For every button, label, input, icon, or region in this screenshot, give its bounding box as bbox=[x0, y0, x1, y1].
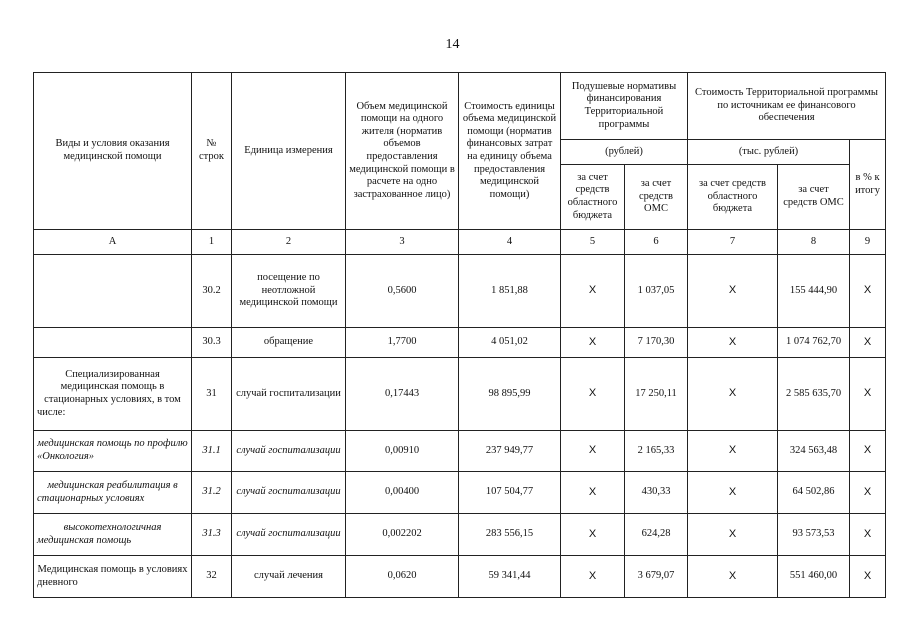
header-unit-56: (рублей) bbox=[561, 140, 688, 165]
percent-cell: Х bbox=[850, 556, 886, 598]
unit-cost-cell: 4 051,02 bbox=[459, 328, 561, 358]
volume-cell: 0,17443 bbox=[346, 358, 459, 431]
regional-total-cell: Х bbox=[688, 431, 778, 472]
index-cell: 8 bbox=[778, 230, 850, 255]
oms-total-cell: 2 585 635,70 bbox=[778, 358, 850, 431]
header-col-a: Виды и условия оказания медицинской помощи bbox=[34, 73, 192, 230]
row-label-cell: Медицинская помощь в условиях дневного bbox=[34, 556, 192, 598]
row-label-cell: Специализированная медицинская помощь в стационарных условиях, в том числе: bbox=[34, 358, 192, 431]
oms-per-capita-cell: 2 165,33 bbox=[625, 431, 688, 472]
regional-per-capita-cell: Х bbox=[561, 255, 625, 328]
oms-total-cell: 93 573,53 bbox=[778, 514, 850, 556]
unit-cell: посещение по неотложной медицинской помощи bbox=[232, 255, 346, 328]
oms-total-cell: 64 502,86 bbox=[778, 472, 850, 514]
row-number-cell: 31 bbox=[192, 358, 232, 431]
volume-cell: 0,5600 bbox=[346, 255, 459, 328]
header-group-789: Стоимость Территориальной программы по источникам ее финансового обеспечения bbox=[688, 73, 886, 140]
table-row bbox=[34, 514, 886, 556]
volume-cell: 0,00910 bbox=[346, 431, 459, 472]
unit-cell: случай госпитализации bbox=[232, 514, 346, 556]
header-col-2: Единица измерения bbox=[232, 73, 346, 230]
percent-cell: Х bbox=[850, 472, 886, 514]
unit-cost-cell: 59 341,44 bbox=[459, 556, 561, 598]
header-row-1 bbox=[34, 73, 886, 140]
index-cell: А bbox=[34, 230, 192, 255]
regional-per-capita-cell: Х bbox=[561, 556, 625, 598]
regional-per-capita-cell: Х bbox=[561, 328, 625, 358]
row-label-cell: медицинская реабилитация в стационарных условиях bbox=[34, 472, 192, 514]
financing-table bbox=[33, 72, 886, 598]
column-index-row bbox=[34, 230, 886, 255]
index-cell: 2 bbox=[232, 230, 346, 255]
percent-cell: Х bbox=[850, 431, 886, 472]
header-col-5: за счет средств областного бюджета bbox=[561, 165, 625, 230]
index-cell: 7 bbox=[688, 230, 778, 255]
table-row bbox=[34, 255, 886, 328]
row-number-cell: 30.3 bbox=[192, 328, 232, 358]
volume-cell: 0,002202 bbox=[346, 514, 459, 556]
row-number-cell: 30.2 bbox=[192, 255, 232, 328]
header-unit-78: (тыс. рублей) bbox=[688, 140, 850, 165]
regional-per-capita-cell: Х bbox=[561, 358, 625, 431]
regional-total-cell: Х bbox=[688, 255, 778, 328]
oms-total-cell: 155 444,90 bbox=[778, 255, 850, 328]
page-number: 14 bbox=[445, 37, 460, 52]
unit-cell: случай госпитализации bbox=[232, 472, 346, 514]
percent-cell: Х bbox=[850, 514, 886, 556]
unit-cell: обращение bbox=[232, 328, 346, 358]
index-cell: 4 bbox=[459, 230, 561, 255]
regional-total-cell: Х bbox=[688, 472, 778, 514]
oms-per-capita-cell: 3 679,07 bbox=[625, 556, 688, 598]
row-number-cell: 31.1 bbox=[192, 431, 232, 472]
index-cell: 6 bbox=[625, 230, 688, 255]
oms-total-cell: 551 460,00 bbox=[778, 556, 850, 598]
index-cell: 9 bbox=[850, 230, 886, 255]
index-cell: 5 bbox=[561, 230, 625, 255]
unit-cost-cell: 283 556,15 bbox=[459, 514, 561, 556]
regional-per-capita-cell: Х bbox=[561, 431, 625, 472]
index-cell: 3 bbox=[346, 230, 459, 255]
unit-cost-cell: 107 504,77 bbox=[459, 472, 561, 514]
oms-per-capita-cell: 1 037,05 bbox=[625, 255, 688, 328]
regional-total-cell: Х bbox=[688, 556, 778, 598]
index-cell: 1 bbox=[192, 230, 232, 255]
unit-cost-cell: 237 949,77 bbox=[459, 431, 561, 472]
unit-cell: случай лечения bbox=[232, 556, 346, 598]
row-number-cell: 31.2 bbox=[192, 472, 232, 514]
row-number-cell: 32 bbox=[192, 556, 232, 598]
percent-cell: Х bbox=[850, 255, 886, 328]
oms-total-cell: 324 563,48 bbox=[778, 431, 850, 472]
regional-per-capita-cell: Х bbox=[561, 514, 625, 556]
header-group-56: Подушевые нормативы финансирования Территориальной программы bbox=[561, 73, 688, 140]
header-col-8: за счет средств ОМС bbox=[778, 165, 850, 230]
percent-cell: Х bbox=[850, 328, 886, 358]
volume-cell: 1,7700 bbox=[346, 328, 459, 358]
row-label-cell: высокотехнологичная медицинская помощь bbox=[34, 514, 192, 556]
header-col-4: Стоимость единицы объема медицинской помощи (норматив финансовых затрат на единицу объема предоставления медицинской помощи) bbox=[459, 73, 561, 230]
unit-cell: случай госпитализации bbox=[232, 358, 346, 431]
row-label-cell bbox=[34, 255, 192, 328]
table-row bbox=[34, 431, 886, 472]
table-row bbox=[34, 358, 886, 431]
header-col-3: Объем медицинской помощи на одного жителя (норматив объемов предоставления медицинской помощи в расчете на одно застрахованное лицо) bbox=[346, 73, 459, 230]
row-label-cell: медицинская помощь по профилю «Онкология» bbox=[34, 431, 192, 472]
unit-cell: случай госпитализации bbox=[232, 431, 346, 472]
table-row bbox=[34, 472, 886, 514]
percent-cell: Х bbox=[850, 358, 886, 431]
oms-per-capita-cell: 17 250,11 bbox=[625, 358, 688, 431]
row-label-cell bbox=[34, 328, 192, 358]
row-number-cell: 31.3 bbox=[192, 514, 232, 556]
oms-per-capita-cell: 430,33 bbox=[625, 472, 688, 514]
oms-per-capita-cell: 624,28 bbox=[625, 514, 688, 556]
oms-per-capita-cell: 7 170,30 bbox=[625, 328, 688, 358]
volume-cell: 0,0620 bbox=[346, 556, 459, 598]
regional-total-cell: Х bbox=[688, 358, 778, 431]
regional-total-cell: Х bbox=[688, 514, 778, 556]
regional-total-cell: Х bbox=[688, 328, 778, 358]
header-col-1: № строк bbox=[192, 73, 232, 230]
oms-total-cell: 1 074 762,70 bbox=[778, 328, 850, 358]
table-row bbox=[34, 328, 886, 358]
regional-per-capita-cell: Х bbox=[561, 472, 625, 514]
header-col-6: за счет средств ОМС bbox=[625, 165, 688, 230]
table-row bbox=[34, 556, 886, 598]
volume-cell: 0,00400 bbox=[346, 472, 459, 514]
unit-cost-cell: 1 851,88 bbox=[459, 255, 561, 328]
header-col-9: в % к итогу bbox=[850, 140, 886, 230]
header-col-7: за счет средств областного бюджета bbox=[688, 165, 778, 230]
unit-cost-cell: 98 895,99 bbox=[459, 358, 561, 431]
